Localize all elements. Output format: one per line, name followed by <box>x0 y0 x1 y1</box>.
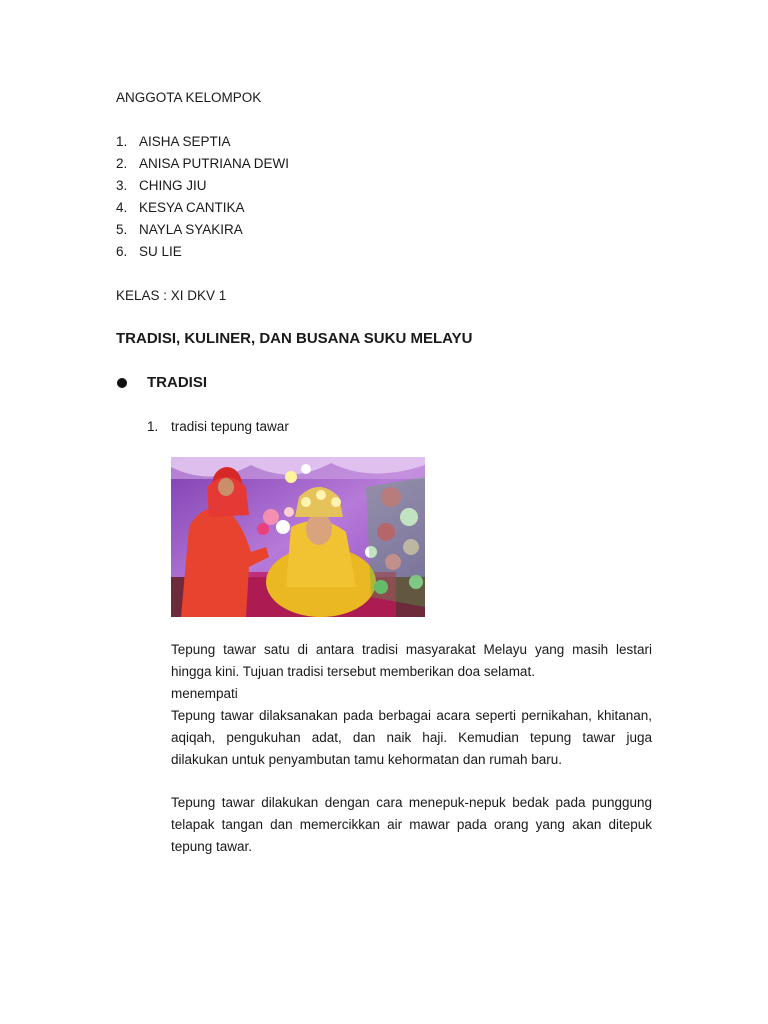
filled-circle-bullet-icon <box>117 378 127 388</box>
paragraph-line: tepung tawar. <box>171 839 253 854</box>
paragraph-line: hingga kini. Tujuan tradisi tersebut memberikan doa selamat. <box>171 664 535 679</box>
member-number: 4. <box>116 200 128 215</box>
paragraph-occasions <box>171 705 652 771</box>
class-label: KELAS : XI DKV 1 <box>116 288 227 303</box>
member-number: 6. <box>116 244 128 259</box>
member-number: 5. <box>116 222 128 237</box>
member-number: 1. <box>116 134 128 149</box>
paragraph-line: Tepung tawar dilakukan dengan cara menepuk-nepuk bedak pada punggung <box>171 795 652 810</box>
member-number: 2. <box>116 156 128 171</box>
paragraph-line: Tepung tawar satu di antara tradisi masyarakat Melayu yang masih lestari <box>171 642 652 657</box>
paragraph-line: Tepung tawar dilaksanakan pada berbagai acara seperti pernikahan, khitanan, <box>171 708 652 723</box>
paragraph-method <box>171 792 652 858</box>
group-title: ANGGOTA KELOMPOK <box>116 90 262 105</box>
member-name: ANISA PUTRIANA DEWI <box>139 156 290 171</box>
member-name: KESYA CANTIKA <box>139 200 245 215</box>
member-name: SU LIE <box>139 244 182 259</box>
member-number: 3. <box>116 178 128 193</box>
tepung-tawar-ceremony-photo-icon <box>171 457 425 617</box>
paragraph-line: aqiqah, pengukuhan adat, dan naik haji. Kemudian tepung tawar juga <box>171 730 652 745</box>
section-heading-tradisi: TRADISI <box>147 374 207 391</box>
paragraph-line: dilakukan untuk penyambutan tamu kehormatan dan rumah baru. <box>171 752 562 767</box>
subitem-number: 1. <box>147 419 159 434</box>
stray-word: menempati <box>171 686 238 701</box>
document-title: TRADISI, KULINER, DAN BUSANA SUKU MELAYU <box>116 330 473 347</box>
paragraph-line: telapak tangan dan memercikkan air mawar pada orang yang akan ditepuk <box>171 817 652 832</box>
member-name: NAYLA SYAKIRA <box>139 222 243 237</box>
subitem-label: tradisi tepung tawar <box>171 419 289 434</box>
paragraph-purpose <box>171 639 652 683</box>
member-name: AISHA SEPTIA <box>139 134 231 149</box>
member-name: CHING JIU <box>139 178 207 193</box>
